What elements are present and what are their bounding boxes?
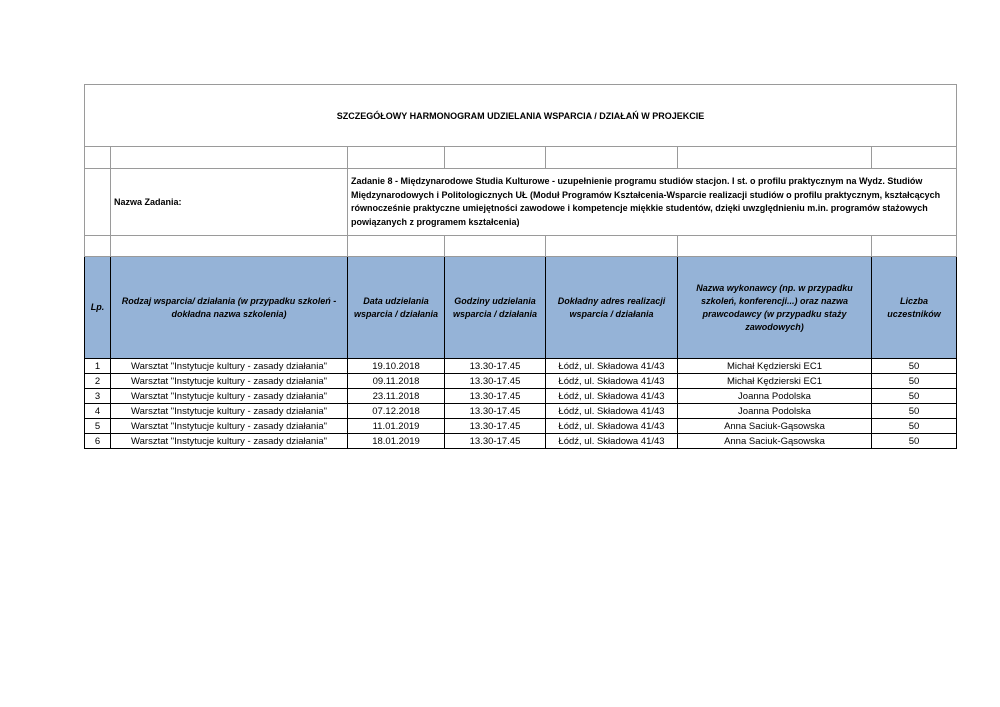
cell-contractor: Anna Saciuk-Gąsowska bbox=[678, 434, 872, 449]
header-contractor: Nazwa wykonawcy (np. w przypadku szkoleń, konferencji...) oraz nazwa prawcodawcy (w przypadku staży zawodowych) bbox=[678, 257, 872, 359]
cell-type: Warsztat "Instytucje kultury - zasady działania" bbox=[111, 389, 348, 404]
cell-hours: 13.30-17.45 bbox=[445, 374, 546, 389]
cell-hours: 13.30-17.45 bbox=[445, 389, 546, 404]
cell-hours: 13.30-17.45 bbox=[445, 359, 546, 374]
cell-hours: 13.30-17.45 bbox=[445, 404, 546, 419]
cell-contractor: Michał Kędzierski EC1 bbox=[678, 374, 872, 389]
header-hours: Godziny udzielania wsparcia / działania bbox=[445, 257, 546, 359]
cell-contractor: Anna Saciuk-Gąsowska bbox=[678, 419, 872, 434]
table-row bbox=[85, 359, 957, 374]
cell-address: Łódź, ul. Składowa 41/43 bbox=[546, 374, 678, 389]
cell-address: Łódź, ul. Składowa 41/43 bbox=[546, 404, 678, 419]
header-lp: Lp. bbox=[85, 257, 111, 359]
cell-date: 23.11.2018 bbox=[348, 389, 445, 404]
table-row bbox=[85, 374, 957, 389]
cell-date: 07.12.2018 bbox=[348, 404, 445, 419]
header-date: Data udzielania wsparcia / działania bbox=[348, 257, 445, 359]
cell-address: Łódź, ul. Składowa 41/43 bbox=[546, 434, 678, 449]
task-row bbox=[85, 169, 957, 236]
cell-participants: 50 bbox=[872, 419, 957, 434]
cell-date: 18.01.2019 bbox=[348, 434, 445, 449]
cell-date: 19.10.2018 bbox=[348, 359, 445, 374]
cell-participants: 50 bbox=[872, 359, 957, 374]
cell-contractor: Joanna Podolska bbox=[678, 404, 872, 419]
header-address: Dokładny adres realizacji wsparcia / działania bbox=[546, 257, 678, 359]
page-title: SZCZEGÓŁOWY HARMONOGRAM UDZIELANIA WSPARCIA / DZIAŁAŃ W PROJEKCIE bbox=[85, 85, 957, 147]
schedule-table bbox=[84, 84, 957, 449]
spacer-row bbox=[85, 147, 957, 169]
cell-address: Łódź, ul. Składowa 41/43 bbox=[546, 359, 678, 374]
task-description: Zadanie 8 - Międzynarodowe Studia Kulturowe - uzupełnienie programu studiów stacjon. I st. o profilu praktycznym na Wydz. Studiów Międzynarodowych i Politologicznych UŁ (Moduł Programów Kształcenia-Wsparcie realizacji studiów o profilu praktycznym, kształcących równocześnie praktyczne umiejętności zawodowe i kompetencje miękkie studentów, dzięki uwzględnieniu m.in. programów stażowych powiązanych z programem kształcenia) bbox=[348, 169, 957, 236]
cell-participants: 50 bbox=[872, 434, 957, 449]
table-row bbox=[85, 419, 957, 434]
cell-lp: 1 bbox=[85, 359, 111, 374]
cell-lp: 3 bbox=[85, 389, 111, 404]
task-label: Nazwa Zadania: bbox=[111, 169, 348, 236]
cell-date: 11.01.2019 bbox=[348, 419, 445, 434]
cell-lp: 4 bbox=[85, 404, 111, 419]
cell-type: Warsztat "Instytucje kultury - zasady działania" bbox=[111, 374, 348, 389]
cell-hours: 13.30-17.45 bbox=[445, 419, 546, 434]
cell-participants: 50 bbox=[872, 374, 957, 389]
cell-participants: 50 bbox=[872, 389, 957, 404]
cell-lp: 5 bbox=[85, 419, 111, 434]
cell-type: Warsztat "Instytucje kultury - zasady działania" bbox=[111, 419, 348, 434]
table-row bbox=[85, 404, 957, 419]
cell-contractor: Michał Kędzierski EC1 bbox=[678, 359, 872, 374]
column-header-row bbox=[85, 257, 957, 359]
cell-type: Warsztat "Instytucje kultury - zasady działania" bbox=[111, 359, 348, 374]
cell-hours: 13.30-17.45 bbox=[445, 434, 546, 449]
cell-lp: 6 bbox=[85, 434, 111, 449]
cell-address: Łódź, ul. Składowa 41/43 bbox=[546, 389, 678, 404]
header-participants: Liczba uczestników bbox=[872, 257, 957, 359]
cell-type: Warsztat "Instytucje kultury - zasady działania" bbox=[111, 404, 348, 419]
cell-contractor: Joanna Podolska bbox=[678, 389, 872, 404]
cell-type: Warsztat "Instytucje kultury - zasady działania" bbox=[111, 434, 348, 449]
cell-address: Łódź, ul. Składowa 41/43 bbox=[546, 419, 678, 434]
cell-participants: 50 bbox=[872, 404, 957, 419]
spacer-row bbox=[85, 236, 957, 257]
cell-lp: 2 bbox=[85, 374, 111, 389]
table-row bbox=[85, 434, 957, 449]
header-type: Rodzaj wsparcia/ działania (w przypadku szkoleń - dokładna nazwa szkolenia) bbox=[111, 257, 348, 359]
cell-date: 09.11.2018 bbox=[348, 374, 445, 389]
table-row bbox=[85, 389, 957, 404]
